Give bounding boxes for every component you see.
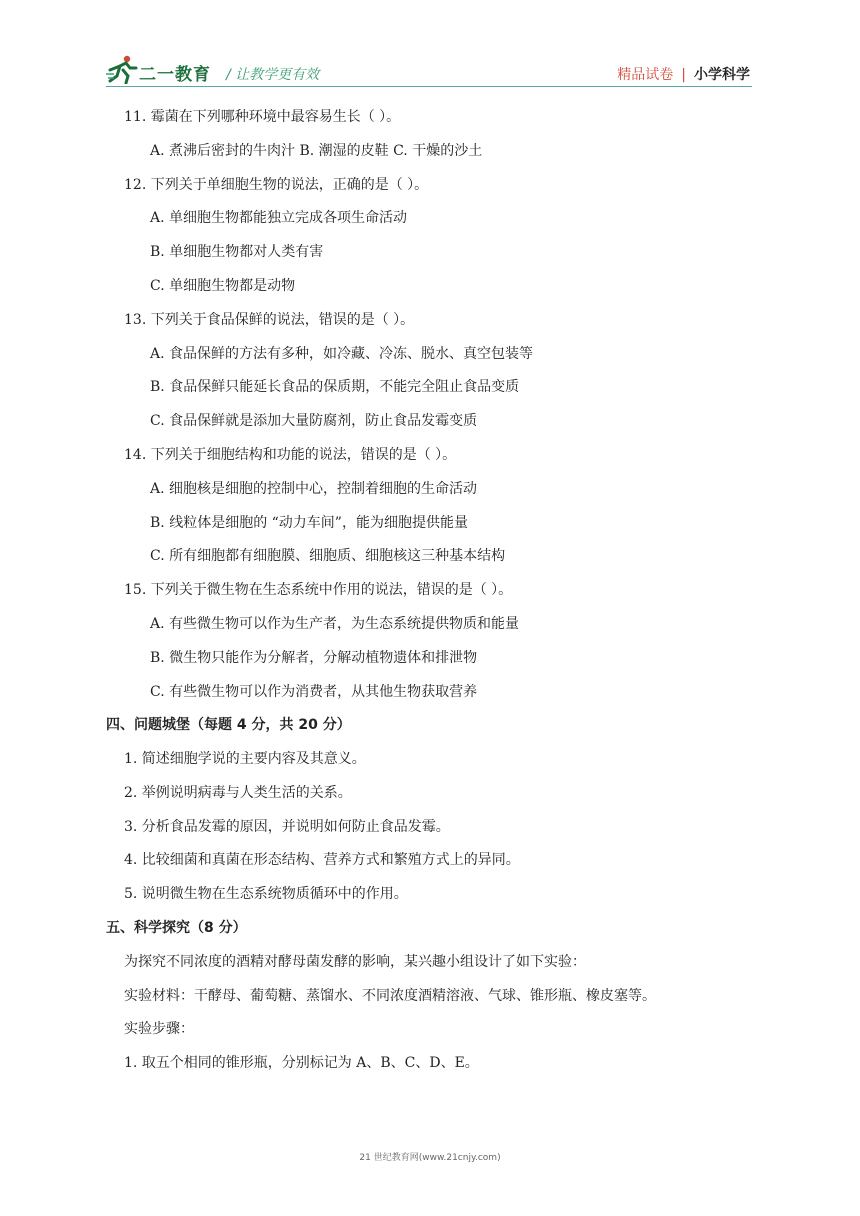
section-5-materials: 实验材料：干酵母、葡萄糖、蒸馏水、不同浓度酒精溶液、气球、锥形瓶、橡皮塞等。	[124, 988, 656, 1004]
section-4-item: 1. 简述细胞学说的主要内容及其意义。	[124, 751, 366, 767]
section-4-title: 四、问题城堡（每题 4 分，共 20 分）	[106, 717, 351, 733]
section-4-item: 4. 比较细菌和真菌在形态结构、营养方式和繁殖方式上的异同。	[124, 852, 520, 868]
header-tags	[617, 64, 750, 84]
question-13-option-c: C. 食品保鲜就是添加大量防腐剂，防止食品发霉变质	[150, 413, 478, 429]
question-13-option-a: A. 食品保鲜的方法有多种，如冷藏、冷冻、脱水、真空包装等	[150, 346, 534, 362]
section-5-intro: 为探究不同浓度的酒精对酵母菌发酵的影响，某兴趣小组设计了如下实验：	[124, 954, 586, 970]
tag-premium-paper: 精品试卷	[617, 67, 674, 83]
section-5-steps-label: 实验步骤：	[124, 1021, 194, 1037]
question-11-options: A. 煮沸后密封的牛肉汁 B. 潮湿的皮鞋 C. 干燥的沙土	[150, 143, 483, 159]
logo-text: 二一教育	[139, 65, 211, 85]
question-12-option-c: C. 单细胞生物都是动物	[150, 278, 296, 294]
question-15-option-a: A. 有些微生物可以作为生产者，为生态系统提供物质和能量	[150, 616, 520, 632]
question-15-option-c: C. 有些微生物可以作为消费者，从其他生物获取营养	[150, 684, 478, 700]
question-11: 11. 霉菌在下列哪种环境中最容易生长（ ）。	[124, 109, 401, 125]
section-5-title: 五、科学探究（8 分）	[106, 920, 247, 936]
slogan: / 让教学更有效	[226, 67, 320, 83]
runner-logo-icon	[106, 54, 138, 84]
section-4-item: 5. 说明微生物在生态系统物质循环中的作用。	[124, 886, 408, 902]
question-14: 14. 下列关于细胞结构和功能的说法，错误的是（ ）。	[124, 447, 457, 463]
question-12-option-b: B. 单细胞生物都对人类有害	[150, 244, 324, 260]
section-4-item: 3. 分析食品发霉的原因，并说明如何防止食品发霉。	[124, 819, 450, 835]
page-header	[106, 54, 752, 87]
question-15-option-b: B. 微生物只能作为分解者，分解动植物遗体和排泄物	[150, 650, 478, 666]
question-13-option-b: B. 食品保鲜只能延长食品的保质期，不能完全阻止食品变质	[150, 379, 520, 395]
page-footer: 21 世纪教育网(www.21cnjy.com)	[359, 1153, 501, 1163]
question-13: 13. 下列关于食品保鲜的说法，错误的是（ ）。	[124, 312, 415, 328]
tag-subject: 小学科学	[694, 67, 750, 83]
question-12-option-a: A. 单细胞生物都能独立完成各项生命活动	[150, 210, 408, 226]
question-14-option-c: C. 所有细胞都有细胞膜、细胞质、细胞核这三种基本结构	[150, 548, 506, 564]
question-12: 12. 下列关于单细胞生物的说法，正确的是（ ）。	[124, 177, 429, 193]
question-15: 15. 下列关于微生物在生态系统中作用的说法，错误的是（ ）。	[124, 582, 513, 598]
question-14-option-b: B. 线粒体是细胞的 “动力车间”，能为细胞提供能量	[150, 515, 468, 531]
question-14-option-a: A. 细胞核是细胞的控制中心，控制着细胞的生命活动	[150, 481, 478, 497]
section-5-step-1: 1. 取五个相同的锥形瓶，分别标记为 A、B、C、D、E。	[124, 1055, 479, 1071]
tag-separator: |	[681, 67, 686, 83]
section-4-item: 2. 举例说明病毒与人类生活的关系。	[124, 785, 352, 801]
